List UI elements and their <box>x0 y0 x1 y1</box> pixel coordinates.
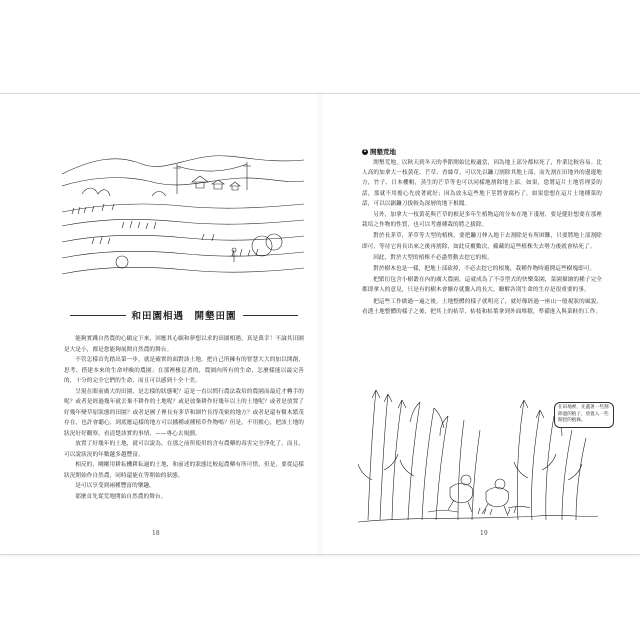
paragraph: 把這些工作做過一遍之後，土地整體的樣子就明亮了，就好像經過一座山一般視狀的風貌，看透土地整體的樣子之後，把其上的枯草，枯枝和枯葉拿到外面堆積，準備進入與菜畦的工作。 <box>362 298 602 315</box>
title-rule-left <box>70 315 126 316</box>
illustration-callout: 在田地裡，先蓋著一些割除過的植子，放置入一些開挖的植株。 <box>554 402 614 428</box>
section-heading-text: 開墾荒地 <box>370 148 396 156</box>
right-page <box>322 94 640 554</box>
page-number-right: 19 <box>480 530 488 537</box>
paragraph: 是可以享受到兩種豐富的樂趣。 <box>75 483 155 489</box>
paragraph: 另外，加拿大一枝黃花與芒草的根是多年生植物這的分布在地下淺層，要是健壯想要在那裡栽培之作物的性質，也可以考慮種栽的將之拔除。 <box>362 212 602 229</box>
terraced-fields-illustration <box>62 134 304 279</box>
paragraph: 對於長茅草，茅草等大型的植株，要把鐮刀伸入地下去割除是有所困難，只要將地上部割除即可，等待它再長出來之後再割除，如此反覆數次，蘊藏的這些植株失去勢力後就會枯死了。 <box>362 233 602 250</box>
section-number-badge: 1 <box>363 148 367 154</box>
paragraph: 不管怎樣首先踏出第一步，就是確實的面對該土地，把自己所擁有的智慧大大的加以開創，思考、搭建本來的生命呼喚的農園；在那裡棲息著的，農園內所有的生命，怎麼樣能以最完善的，十分的完全它們的生命，而且可以感到十全十美。 <box>64 357 304 384</box>
paragraph: 能夠實踐自然農的心願定下來，回應其心願和夢想以求的田園相遇，真是萬幸！不論其田園是大是小，都是您能夠展開自然農的舞台。 <box>64 336 304 353</box>
paragraph: 對於樹木也是一樣，把地上部砍掉，不必去挖它的根塊，栽種作物時避開這些樹塊即可。 <box>373 266 596 273</box>
paragraph: 相反的，剛剛用耕耘機耕耘過的土地，和前述的狀態比較起農藥有所可惜，但是，要從這樣狀況開始作自然農，同時還能在等開始的狀態。 <box>64 462 304 479</box>
paragraph: 開墾荒地，以秋天到冬天的季節開始比較適當，因為地上部分都枯死了，作業比較容易。比人高的加拿大一枝黃花、芒草、香絲草，可以先以鐮刀割除其地上部，而先割在田地外的邊邊地方，竹子、日本櫻帽，蒸生的芒草等也可以同樣地割除地上部。如果，您將這片土地管理妥的話，那就不用擔心先放著就好；因為放永這些地下莖將會腐朽了，如果您想在這片土地種菜的話，可以以鋸鐮刀拔較為深層的地下根聞。 <box>362 160 602 207</box>
right-body-text <box>362 158 602 318</box>
paragraph: 因此，對於大型的植株不必盡勞動去挖它的根。 <box>373 254 493 261</box>
paragraph: 把繁衍包含小樹叢在內的廣大農園，這就成為了不亞型式的快樂菜園，菜園描繪的種子完全都即拿人的意見，只是有的樹木會擴存就騰入的長大，瞭解各別生命的生存是很重要的事。 <box>362 277 602 294</box>
title-rule-right <box>243 315 299 316</box>
left-page <box>0 94 318 554</box>
book-spread <box>0 93 640 555</box>
paragraph: 呈現在眼前廣大的田園，是怎樣的狀態呢？這是一直以慣行農法栽培的農園而最近才轉手的呢？或者是經過幾年就丟棄不耕作的土地呢？或是放棄耕作好幾年以上的土地呢？或者是放置了好幾年變草原狀態的田園？或者是圃子裡長有茅草和細竹長得茂密的地方？或者是還有樹木繁茂存在，也許會聽心，到底應這樣的地方可以播種或種植草作物嗎？但是，不用擔心，把該土地的狀況好好觀察，看清楚該實的事情，——專心去規劃。 <box>64 388 304 437</box>
chapter-title-text: 和田園相遇 開墾田園 <box>131 311 237 322</box>
paragraph: 那麼首先從荒地開始自然農的舞台。 <box>75 493 167 500</box>
chapter-title <box>64 308 304 322</box>
left-body-text <box>64 334 304 502</box>
page-number-left: 18 <box>152 530 160 537</box>
paragraph: 放置了好幾年的土地，就可以說為，在那之前所使用的含有農藥的毒害完全淨化了，而且，可以說狀況的年數越多越豐富。 <box>64 441 304 458</box>
section-heading <box>362 147 396 156</box>
